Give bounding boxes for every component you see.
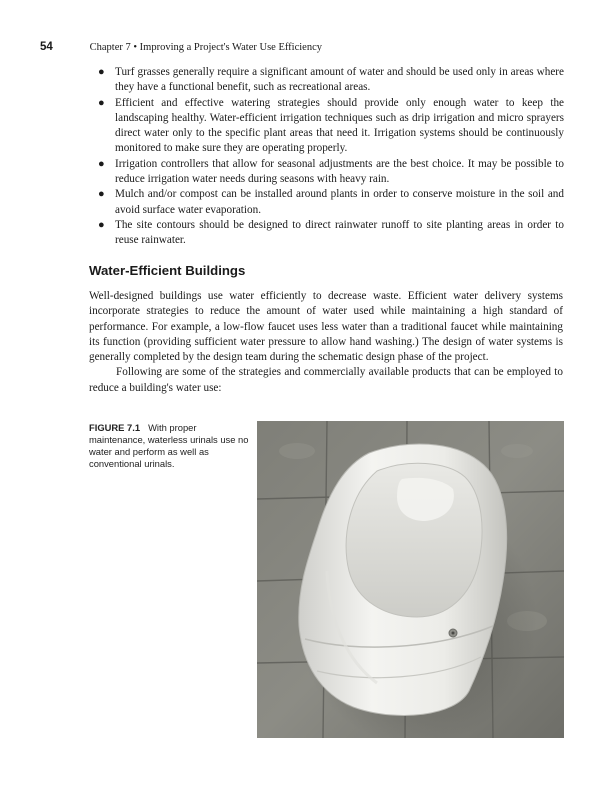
figure-photo-waterless-urinal [257,421,564,738]
urinal-illustration [257,421,564,738]
bullet-text: Efficient and effective watering strategies should provide only enough water to keep the landscaping healthy. Water-efficient irrigation techniques such as drip irrigation and micro sprayers direct water only to the specific plant areas that need it. Irrigation systems should be continuously monitored to make sure they are operating properly. [115,96,564,155]
section-body [89,289,563,396]
page-number: 54 [40,41,53,53]
bullet-text: Mulch and/or compost can be installed around plants in order to conserve moisture in the soil and avoid surface water evaporation. [115,188,564,216]
body-paragraph: Following are some of the strategies and commercially available products that can be employed to reduce a building's water use: [89,366,563,394]
bullet-icon: ● [98,157,105,170]
bullet-list [90,65,564,249]
bullet-item [90,96,564,157]
bullet-text: The site contours should be designed to direct rainwater runoff to site planting areas in order to reuse rainwater. [115,218,564,247]
figure-caption [89,422,251,470]
bullet-icon: ● [98,96,105,109]
bullet-item [90,157,564,188]
section-heading: Water-Efficient Buildings [89,263,246,278]
figure-label: FIGURE 7.1 [89,422,141,433]
figure-caption-text: With proper maintenance, waterless urinals use no water and perform as well as conventional urinals. [89,422,249,469]
bullet-text: Irrigation controllers that allow for seasonal adjustments are the best choice. It may be possible to reduce irrigation water needs during seasons with heavy rain. [115,157,564,186]
bullet-icon: ● [98,66,105,78]
page-header [40,39,570,55]
bullet-text: Turf grasses generally require a significant amount of water and should be used only in areas where they have a functional benefit, such as recreational areas. [115,66,564,94]
bullet-item [90,187,564,218]
bullet-item [90,65,564,96]
body-paragraph: Well-designed buildings use water efficiently to decrease waste. Efficient water delivery systems incorporate strategies to reduce the amount of water used while maintaining a high standard of performance. For example, a low-flow faucet uses less water than a traditional faucet while maintaining its function (providing sufficient water pressure to allow hand washing.) The design of water systems is generally completed by the design team during the schematic design phase of the project. [89,290,563,364]
bullet-icon: ● [98,188,105,201]
bullet-icon: ● [98,218,105,231]
bullet-item [90,218,564,249]
running-head: Chapter 7 • Improving a Project's Water Use Efficiency [89,42,322,53]
